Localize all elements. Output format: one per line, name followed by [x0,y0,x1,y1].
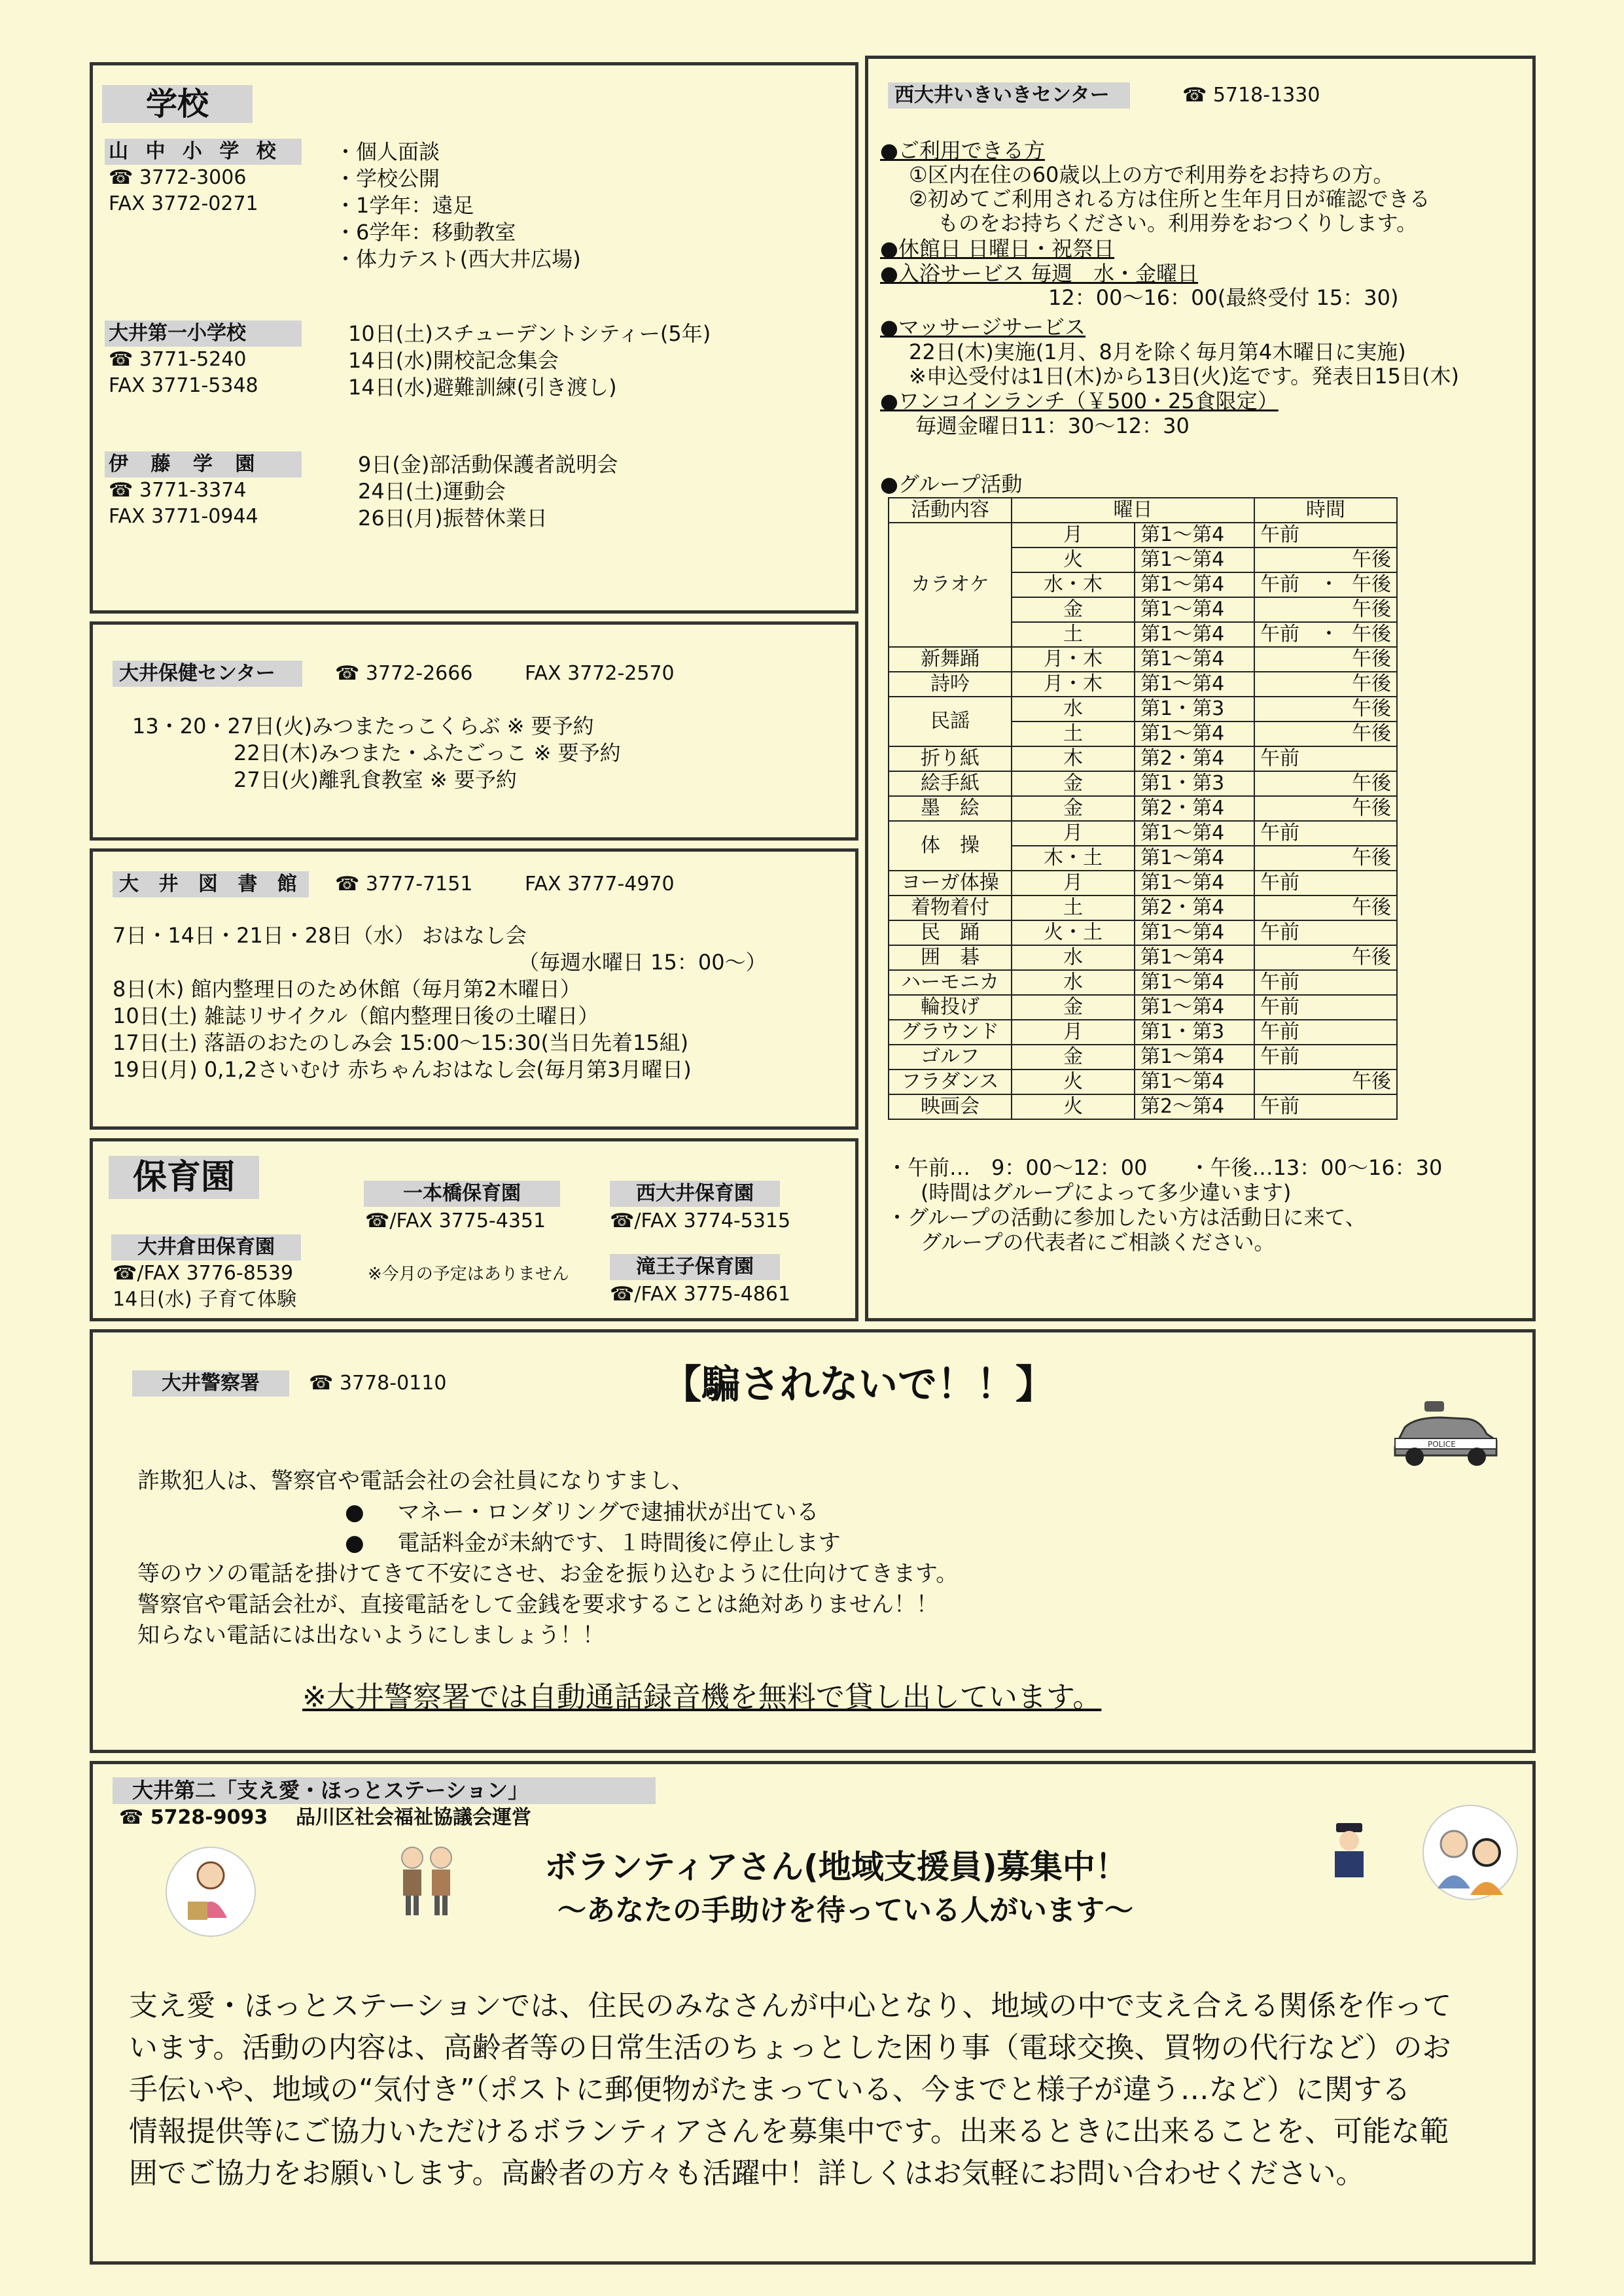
kurata-tel: ☎/FAX 3776-8539 [113,1262,294,1285]
station-subhead: ～あなたの手助けを待っている人がいます～ [557,1894,1133,1927]
week-cell: 第1～第4 [1135,572,1254,597]
station-body-line: います。活動の内容は、高齢者等の日常生活のちょっとした困り事（電球交換、買物の代行など）のお [129,2031,1451,2064]
library-title: 大 井 図 書 館 [113,871,309,897]
event-item: 10日(土)スチューデントシティー(5年) [348,321,711,346]
police-officer-icon [1323,1820,1375,1885]
pm-label: 午後 [1352,573,1391,596]
activity-cell: ハーモニカ [889,970,1012,995]
week-cell: 第1～第4 [1135,722,1254,746]
police-notice: ※大井警察署では自動通話録音機を無料で貸し出しています。 [302,1680,1102,1714]
center-line: ●ご利用できる方 [880,138,1045,163]
event-item: 14日(水)開校記念集会 [348,348,559,373]
activity-cell: 絵手紙 [889,771,1012,796]
am-label: 午前 [1260,971,1299,994]
police-car-icon [1388,1398,1500,1470]
group-activity-table [888,497,1398,1120]
station-body-line: 支え愛・ほっとステーションでは、住民のみなさんが中心となり、地域の中で支え合える関係を作って [129,1989,1452,2023]
week-cell: 第1・第3 [1135,771,1254,796]
yamanaka-tel: ☎ 3772-3006 [109,166,247,189]
day-cell: 土 [1012,622,1135,647]
police-line: 詐欺犯人は、警察官や電話会社の会社員になりすまし、 [137,1468,694,1494]
oi1-tel: ☎ 3771-5240 [109,348,247,371]
time-cell [1254,523,1397,548]
table-row [889,1094,1397,1119]
library-event-4: 17日(土) 落語のおたのしみ会 15:00～15:30(当日先着15組) [113,1030,689,1055]
library-event-2: 8日(木) 館内整理日のため休館（毎月第2木曜日） [113,977,581,1001]
time-cell [1254,970,1397,995]
am-label: 午前 [1260,921,1299,944]
week-cell: 第1～第4 [1135,548,1254,572]
time-cell [1254,896,1397,920]
oi1-events [348,321,711,401]
pm-label: 午後 [1352,648,1391,670]
day-cell: 土 [1012,722,1135,746]
week-cell: 第1～第4 [1135,995,1254,1020]
pm-label: 午後 [1352,672,1391,695]
pm-label: 午後 [1352,846,1391,869]
activity-cell: 新舞踊 [889,647,1012,672]
table-row [889,523,1397,548]
nishioi-tel: ☎/FAX 3774-5315 [610,1209,791,1232]
week-cell: 第1～第4 [1135,1070,1254,1094]
event-item: ・1学年：遠足 [335,193,474,218]
time-cell [1254,746,1397,771]
police-line: 警察官や電話会社が、直接電話をして金銭を要求することは絶対ありません！！ [137,1592,938,1618]
ito-name: 伊 藤 学 園 [105,451,302,478]
yamanaka-fax: FAX 3772-0271 [109,192,258,215]
activity-cell: 体 操 [889,821,1012,871]
week-cell: 第1～第4 [1135,970,1254,995]
table-row [889,697,1397,722]
nursery-note: ※今月の予定はありません [368,1264,569,1284]
health-title: 大井保健センター [113,661,302,687]
pm-label: 午後 [1352,1070,1391,1093]
school-section [90,62,858,614]
library-section [90,848,858,1130]
library-event-3: 10日(土) 雑誌リサイクル（館内整理日後の土曜日） [113,1003,599,1028]
table-row [889,1070,1397,1094]
day-cell: 火 [1012,1070,1135,1094]
nursery-section [90,1138,858,1321]
police-tel: ☎ 3778-0110 [309,1372,447,1395]
pm-label: 午後 [1352,623,1391,646]
center-line: ●マッサージサービス [880,315,1086,339]
table-row [889,896,1397,920]
day-cell: 水・木 [1012,572,1135,597]
day-cell: 月・木 [1012,647,1135,672]
activity-cell: 輪投げ [889,995,1012,1020]
center-line: ●グループ活動 [880,472,1023,496]
day-cell: 金 [1012,597,1135,622]
table-row [889,995,1397,1020]
activity-cell: 折り紙 [889,746,1012,771]
time-cell [1254,1020,1397,1045]
center-note: グループの代表者にご相談ください。 [921,1230,1275,1255]
event-item: ・学校公開 [335,166,440,191]
activity-cell: 着物着付 [889,896,1012,920]
health-event-2: 22日(木)みつまた・ふたごっこ ※ 要予約 [234,740,621,765]
pm-label: 午後 [1352,598,1391,621]
takiouji-tel: ☎/FAX 3775-4861 [610,1283,791,1306]
time-cell [1254,697,1397,722]
ito-tel: ☎ 3771-3374 [109,479,247,502]
time-cell [1254,995,1397,1020]
day-cell: 月 [1012,1020,1135,1045]
table-row [889,970,1397,995]
header-activity: 活動内容 [889,498,1012,523]
day-cell: 月 [1012,821,1135,846]
day-cell: 木 [1012,746,1135,771]
time-cell [1254,647,1397,672]
elderly-couple-icon [387,1839,466,1918]
day-cell: 月 [1012,523,1135,548]
table-row [889,746,1397,771]
time-cell [1254,597,1397,622]
day-cell: 木・土 [1012,846,1135,871]
yamanaka-name: 山 中 小 学 校 [105,139,302,165]
table-row [889,871,1397,896]
time-cell [1254,945,1397,970]
header-time: 時間 [1254,498,1397,523]
health-tel: ☎ 3772-2666 [335,662,473,685]
yamanaka-events [335,139,581,273]
center-line: ものをお持ちください。利用券をおつくりします。 [938,211,1418,235]
event-item: 24日(土)運動会 [358,479,506,504]
shopper-illustration-icon [165,1846,256,1938]
activity-cell: 詩吟 [889,672,1012,697]
event-item: ・6学年：移動教室 [335,220,516,245]
day-cell: 火・土 [1012,920,1135,945]
day-cell: 火 [1012,548,1135,572]
pm-label: 午後 [1352,548,1391,571]
am-label: 午前 [1260,822,1299,844]
week-cell: 第2～第4 [1135,1094,1254,1119]
bullet-icon: ● [345,1499,364,1525]
week-cell: 第1～第4 [1135,821,1254,846]
ipponbashi-tel: ☎/FAX 3775-4351 [365,1209,546,1232]
time-cell [1254,622,1397,647]
week-cell: 第1～第4 [1135,945,1254,970]
center-line: 22日(木)実施(1月、8月を除く毎月第4木曜日に実施) [909,339,1406,364]
table-row [889,945,1397,970]
library-event-1-time: （毎週水曜日 15：00～） [518,950,767,975]
week-cell: 第1・第3 [1135,1020,1254,1045]
table-row [889,796,1397,821]
week-cell: 第1・第3 [1135,697,1254,722]
police-bullet-2 [345,1529,841,1557]
station-body-line: 手伝いや、地域の“気付き”（ポストに郵便物がたまっている、今までと様子が違う…など）に関する [129,2073,1411,2106]
am-label: 午前 [1260,996,1299,1018]
day-cell: 金 [1012,1045,1135,1070]
activity-cell: フラダンス [889,1070,1012,1094]
center-section [865,56,1536,1321]
table-row [889,771,1397,796]
activity-cell: グラウンド [889,1020,1012,1045]
center-note: (時間はグループによって多少違います) [921,1180,1292,1205]
school-title: 学校 [102,85,253,123]
time-cell [1254,572,1397,597]
event-item: 9日(金)部活動保護者説明会 [358,452,618,477]
week-cell: 第2・第4 [1135,746,1254,771]
time-cell [1254,548,1397,572]
week-cell: 第2・第4 [1135,796,1254,821]
time-cell [1254,672,1397,697]
police-line: 知らない電話には出ないようにしましょう！！ [137,1622,605,1648]
event-item: ・個人面談 [335,139,440,164]
day-cell: 月 [1012,871,1135,896]
neighbors-illustration-icon [1421,1803,1519,1902]
am-label: 午前 [1260,1020,1299,1043]
time-cell [1254,1094,1397,1119]
activity-cell: 墨 絵 [889,796,1012,821]
police-bullet-1 [345,1498,819,1527]
day-cell: 土 [1012,896,1135,920]
police-line: 等のウソの電話を掛けてきて不安にさせ、お金を振り込むように仕向けてきます。 [137,1561,959,1587]
header-day: 曜日 [1012,498,1254,523]
station-tel: ☎ 5728-9093 [119,1806,268,1829]
health-section [90,621,858,841]
oi1-fax: FAX 3771-5348 [109,374,258,397]
event-item: 26日(月)振替休業日 [358,506,548,531]
center-tel: ☎ 5718-1330 [1182,84,1320,107]
table-row [889,672,1397,697]
day-cell: 火 [1012,1094,1135,1119]
center-line: 毎週金曜日11：30～12：30 [915,413,1190,438]
center-note: ・グループの活動に参加したい方は活動日に来て、 [887,1205,1366,1230]
am-label: 午前 [1260,871,1299,894]
health-event-3: 27日(火)離乳食教室 ※ 要予約 [234,767,517,792]
week-cell: 第1～第4 [1135,871,1254,896]
activity-cell: ヨーガ体操 [889,871,1012,896]
ito-events [358,451,618,532]
day-cell: 月・木 [1012,672,1135,697]
center-line: ※申込受付は1日(木)から13日(火)迄です。発表日15日(木) [909,364,1459,389]
pm-label: 午後 [1352,797,1391,820]
health-fax: FAX 3772-2570 [525,662,675,685]
station-title: 大井第二「支え愛・ほっとステーション」 [113,1777,656,1804]
day-cell: 水 [1012,970,1135,995]
table-row [889,1045,1397,1070]
time-cell [1254,846,1397,871]
time-cell [1254,771,1397,796]
activity-cell: ゴルフ [889,1045,1012,1070]
station-headline: ボランティアさん(地域支援員)募集中！ [544,1848,1128,1886]
station-org: 品川区社会福祉協議会運営 [296,1806,531,1829]
week-cell: 第1～第4 [1135,523,1254,548]
pm-label: 午後 [1352,722,1391,745]
station-body-line: 囲でご協力をお願いします。高齢者の方々も活躍中！詳しくはお気軽にお問い合わせください。 [129,2157,1365,2190]
bullet-icon: ● [345,1530,364,1556]
event-item: ・体力テスト(西大井広場) [335,247,581,271]
table-row [889,920,1397,945]
week-cell: 第1～第4 [1135,846,1254,871]
week-cell: 第1～第4 [1135,920,1254,945]
week-cell: 第1～第4 [1135,622,1254,647]
library-event-1: 7日・14日・21日・28日（水） おはなし会 [113,923,527,948]
kurata-name: 大井倉田保育園 [111,1234,301,1261]
week-cell: 第2・第4 [1135,896,1254,920]
police-bullet-text: 電話料金が未納です、１時間後に停止します [397,1530,841,1556]
activity-cell: 民 踊 [889,920,1012,945]
time-cell [1254,871,1397,896]
police-title: 大井警察署 [132,1370,289,1397]
library-fax: FAX 3777-4970 [525,873,675,896]
week-cell: 第1～第4 [1135,1045,1254,1070]
pm-label: 午後 [1352,697,1391,720]
ipponbashi-name: 一本橋保育園 [364,1181,560,1207]
time-cell [1254,1070,1397,1094]
table-row [889,647,1397,672]
time-cell [1254,796,1397,821]
pm-label: 午後 [1352,896,1391,919]
library-event-5: 19日(月) 0,1,2さいむけ 赤ちゃんおはなし会(毎月第3月曜日) [113,1057,692,1082]
table-row [889,821,1397,846]
pm-label: 午後 [1352,946,1391,969]
center-line: ●ワンコインランチ（￥500・25食限定） [880,389,1279,413]
event-item: 14日(水)避難訓練(引き渡し) [348,375,617,400]
am-label: 午前 [1260,523,1299,546]
health-event-1: 13・20・27日(火)みつまたっこくらぶ ※ 要予約 [132,714,594,739]
time-cell [1254,722,1397,746]
center-line: 12：00～16：00(最終受付 15：30) [1048,285,1399,310]
station-section [90,1761,1536,2265]
time-cell [1254,821,1397,846]
ito-fax: FAX 3771-0944 [109,505,258,528]
time-cell [1254,920,1397,945]
day-cell: 金 [1012,995,1135,1020]
nursery-title: 保育園 [109,1156,259,1199]
week-cell: 第1～第4 [1135,672,1254,697]
activity-cell: 民謡 [889,697,1012,746]
week-cell: 第1～第4 [1135,597,1254,622]
am-label: 午前 ・ [1260,573,1339,596]
activity-cell: 囲 碁 [889,945,1012,970]
week-cell: 第1～第4 [1135,647,1254,672]
table-header-row [889,498,1397,523]
police-car-label: POLICE [1428,1440,1456,1449]
table-row [889,1020,1397,1045]
takiouji-name: 滝王子保育園 [610,1254,780,1280]
activity-cell: カラオケ [889,523,1012,647]
center-line: ①区内在住の60歳以上の方で利用券をお持ちの方。 [909,162,1394,187]
am-label: 午前 [1260,747,1299,770]
am-label: 午前 ・ [1260,623,1339,646]
activity-cell: 映画会 [889,1094,1012,1119]
center-line: ●休館日 日曜日・祝祭日 [880,236,1115,261]
center-line: ●入浴サービス 毎週 水・金曜日 [880,261,1199,286]
center-line: ②初めてご利用される方は住所と生年月日が確認できる [909,186,1430,211]
day-cell: 金 [1012,771,1135,796]
police-headline: 【騙されないで！！】 [662,1362,1055,1408]
am-label: 午前 [1260,1095,1299,1118]
am-label: 午前 [1260,1045,1299,1068]
center-title: 西大井いきいきセンター [888,82,1130,109]
nishioi-name: 西大井保育園 [610,1181,780,1207]
police-section [90,1329,1536,1753]
station-body-line: 情報提供等にご協力いただけるボランティアさんを募集中です。出来るときに出来ることを、可能な範 [129,2115,1449,2148]
center-note: ・午前… 9：00～12：00 ・午後…13：00～16：30 [887,1155,1443,1180]
pm-label: 午後 [1352,772,1391,795]
library-tel: ☎ 3777-7151 [335,873,473,896]
day-cell: 水 [1012,945,1135,970]
day-cell: 水 [1012,697,1135,722]
time-cell [1254,1045,1397,1070]
oi1-name: 大井第一小学校 [105,321,302,347]
police-bullet-text: マネー・ロンダリングで逮捕状が出ている [397,1499,819,1525]
kurata-event: 14日(水) 子育て体験 [113,1288,297,1311]
day-cell: 金 [1012,796,1135,821]
